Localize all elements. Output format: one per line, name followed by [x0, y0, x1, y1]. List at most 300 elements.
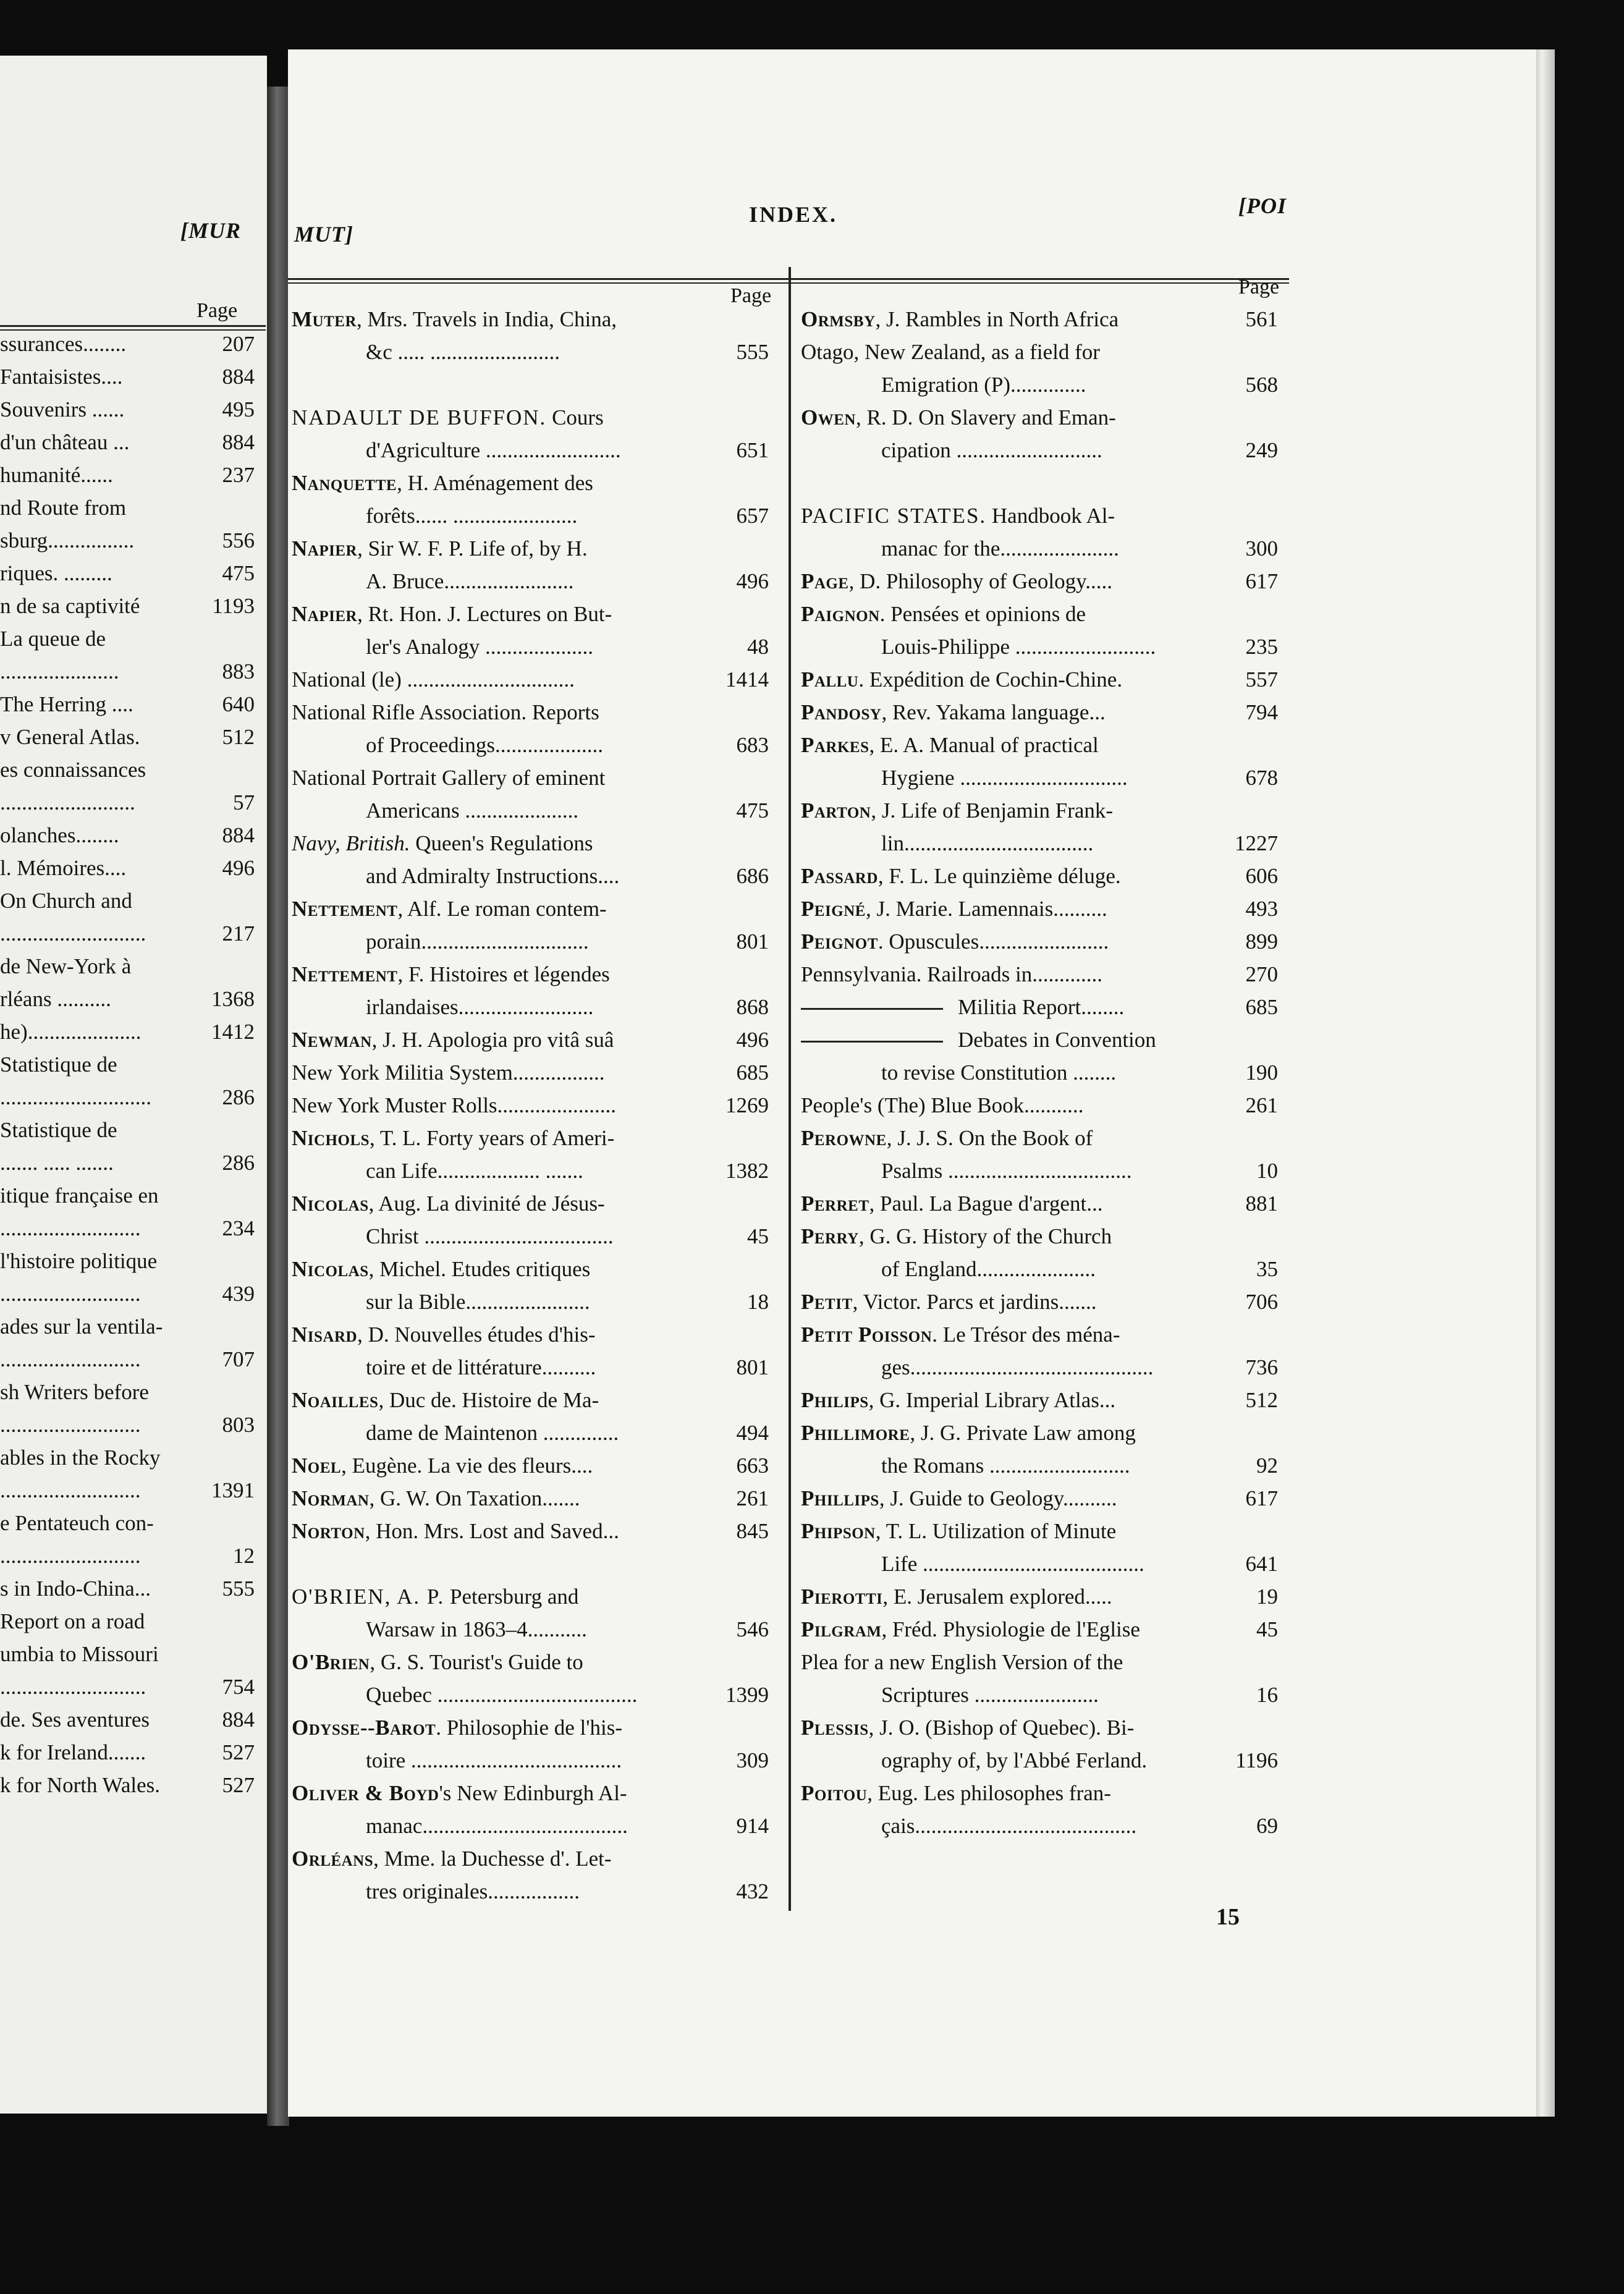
- index-entry: [801, 729, 1295, 761]
- entry-text: [801, 991, 1124, 1023]
- index-entry: [801, 1187, 1295, 1220]
- entry-text: [292, 696, 599, 729]
- index-entry: [292, 663, 780, 696]
- entry-text: l'histoire politique: [0, 1249, 158, 1273]
- entry-page: 801: [736, 929, 769, 954]
- entry-page: 496: [736, 569, 769, 593]
- entry-text: k for Ireland.......: [0, 1740, 146, 1764]
- entry-author: Pallu: [801, 667, 859, 692]
- entry-page: 881: [1245, 1191, 1278, 1216]
- entry-title: , Rev. Yakama language...: [881, 700, 1106, 724]
- entry-page: 1196: [1235, 1748, 1278, 1772]
- index-entry: [0, 1048, 260, 1081]
- entry-text: Statistique de: [0, 1118, 117, 1142]
- entry-text: [881, 827, 1093, 860]
- entry-text: nd Route from: [0, 496, 127, 520]
- entry-text: [366, 336, 560, 368]
- index-entry: [801, 1482, 1295, 1515]
- entry-page: 606: [1245, 864, 1278, 888]
- entry-text: [292, 1089, 616, 1122]
- entry-text: [292, 1482, 580, 1515]
- index-entry: [292, 1482, 780, 1515]
- entry-title: Louis-Philippe ..........................: [881, 635, 1156, 659]
- entry-text: [801, 696, 1106, 729]
- right-catchword: [POI: [1238, 193, 1287, 218]
- entry-text: Report on a road: [0, 1609, 145, 1633]
- index-entry: [292, 1875, 780, 1908]
- entry-page: 494: [736, 1421, 769, 1445]
- index-entry: [292, 794, 780, 827]
- index-entry: [0, 1277, 260, 1310]
- entry-title: Handbook Al-: [986, 504, 1115, 528]
- entry-text: [292, 1318, 596, 1351]
- index-entry: [0, 1736, 260, 1769]
- entry-page: 1391: [211, 1478, 255, 1502]
- entry-author: Norton: [292, 1519, 365, 1543]
- index-entry: [0, 1441, 260, 1474]
- index-entry: [0, 1179, 260, 1212]
- entry-text: [292, 1122, 614, 1154]
- entry-author: Muter: [292, 307, 357, 331]
- page-number: 15: [1216, 1904, 1240, 1930]
- entry-title: , T. L. Forty years of Ameri-: [370, 1126, 615, 1150]
- index-entry: [801, 1122, 1295, 1154]
- entry-title: , H. Aménagement des: [397, 471, 593, 495]
- entry-text: [881, 1678, 1099, 1711]
- index-entry: [801, 630, 1295, 663]
- page-edge: [1536, 49, 1555, 2117]
- entry-text: [292, 467, 593, 499]
- index-entry: [292, 1384, 780, 1416]
- entry-text: [801, 336, 1100, 368]
- entry-text: [881, 368, 1086, 401]
- index-entry: [292, 1318, 780, 1351]
- entry-title: Americans .....................: [366, 798, 579, 823]
- entry-text: ..........................: [0, 1413, 141, 1437]
- entry-page: 309: [736, 1748, 769, 1772]
- entry-page: 432: [736, 1879, 769, 1903]
- entry-title: , Mme. la Duchesse d'. Let-: [373, 1847, 612, 1871]
- entry-text: [801, 663, 1122, 696]
- entry-text: [801, 1482, 1117, 1515]
- entry-text: [801, 1580, 1112, 1613]
- index-entry: [0, 753, 260, 786]
- entry-title: , Rt. Hon. J. Lectures on But-: [357, 602, 612, 626]
- entry-title: , Fréd. Physiologie de l'Eglise: [881, 1617, 1140, 1641]
- index-entry: [0, 1376, 260, 1408]
- entry-title: ography of, by l'Abbé Ferland.: [881, 1748, 1148, 1772]
- index-entry: [292, 532, 780, 565]
- entry-text: ............................: [0, 1085, 151, 1109]
- entry-author: Perret: [801, 1191, 869, 1216]
- entry-author: Parton: [801, 798, 871, 823]
- entry-page: 1368: [211, 987, 255, 1011]
- entry-title: Pennsylvania. Railroads in.............: [801, 962, 1103, 986]
- index-entry: [292, 401, 780, 434]
- index-entry: [801, 1220, 1295, 1253]
- book-spine: [267, 87, 289, 2126]
- middle-page-label: Page: [730, 284, 772, 307]
- entry-title: Otago, New Zealand, as a field for: [801, 340, 1100, 364]
- entry-page: 899: [1245, 929, 1278, 954]
- index-entry: [801, 1056, 1295, 1089]
- index-entry: [292, 499, 780, 532]
- index-entry: [292, 958, 780, 991]
- index-entry: [292, 925, 780, 958]
- entry-title: A. Bruce........................: [366, 569, 574, 593]
- index-entry: [801, 434, 1295, 467]
- entry-text: [292, 892, 607, 925]
- entry-text: [801, 1711, 1134, 1744]
- entry-text: Statistique de: [0, 1052, 117, 1077]
- entry-text: [366, 925, 589, 958]
- entry-page: 69: [1256, 1814, 1278, 1838]
- entry-text: ......................: [0, 659, 119, 684]
- entry-title: , J. H. Apologia pro vitâ suâ: [371, 1028, 614, 1052]
- entry-title: , G. W. On Taxation.......: [369, 1486, 580, 1510]
- entry-text: [366, 1809, 628, 1842]
- entry-text: ables in the Rocky: [0, 1445, 161, 1470]
- index-entry: [292, 1613, 780, 1646]
- index-entry: [0, 1245, 260, 1277]
- entry-title: of Proceedings....................: [366, 733, 603, 757]
- entry-author: Phillips: [801, 1486, 879, 1510]
- index-entry: [292, 1416, 780, 1449]
- entry-page: 527: [222, 1773, 255, 1797]
- index-entry: [0, 1572, 260, 1605]
- entry-text: [366, 565, 573, 598]
- entry-title: Emigration (P)..............: [881, 373, 1086, 397]
- entry-page: 495: [222, 397, 255, 421]
- entry-title: forêts...... .......................: [366, 504, 578, 528]
- entry-page: 1412: [211, 1020, 255, 1044]
- entry-title: . Le Trésor des ména-: [932, 1323, 1120, 1347]
- entry-text: ..........................: [0, 1347, 141, 1371]
- entry-heading: PACIFIC STATES.: [801, 504, 987, 528]
- index-entry: [0, 1310, 260, 1343]
- entry-author: Pierotti: [801, 1585, 883, 1609]
- entry-page: 496: [222, 856, 255, 880]
- index-entry: [292, 1809, 780, 1842]
- entry-title: to revise Constitution ........: [881, 1060, 1117, 1085]
- entry-author: Napier: [292, 602, 358, 626]
- index-entry: [801, 958, 1295, 991]
- entry-title: National Rifle Association. Reports: [292, 700, 599, 724]
- entry-author: Nisard: [292, 1323, 358, 1347]
- index-entry: [0, 590, 260, 622]
- entry-text: [366, 499, 577, 532]
- entry-author: O'Brien: [292, 1650, 370, 1674]
- index-entry: [801, 467, 1295, 499]
- index-entry: [801, 1515, 1295, 1547]
- entry-page: 439: [222, 1282, 255, 1306]
- left-index-column: [0, 328, 260, 1801]
- entry-text: [366, 1220, 614, 1253]
- index-entry: [801, 1384, 1295, 1416]
- entry-title: , D. Philosophy of Geology.....: [848, 569, 1113, 593]
- entry-author: Oliver & Boyd: [292, 1781, 439, 1805]
- entry-text: [801, 1384, 1115, 1416]
- entry-page: 641: [1245, 1552, 1278, 1576]
- index-entry: [292, 1023, 780, 1056]
- entry-title: , F. Histoires et légendes: [397, 962, 610, 986]
- entry-title: Life .........................................: [881, 1552, 1144, 1576]
- entry-title: . Philosophie de l'his-: [436, 1716, 623, 1740]
- entry-text: humanité......: [0, 463, 113, 487]
- entry-text: [366, 1416, 619, 1449]
- entry-page: 685: [1245, 995, 1278, 1019]
- entry-page: 35: [1256, 1257, 1278, 1281]
- entry-author: Peignot: [801, 929, 878, 954]
- entry-text: [801, 1613, 1140, 1646]
- entry-author: Napier: [292, 536, 358, 561]
- entry-text: [881, 1056, 1116, 1089]
- entry-author: Nettement: [292, 962, 398, 986]
- index-entry: [801, 532, 1295, 565]
- entry-title: Psalms ..................................: [881, 1159, 1132, 1183]
- entry-text: [292, 1711, 622, 1744]
- entry-text: [801, 499, 1115, 532]
- entry-text: [881, 1154, 1131, 1187]
- entry-page: 651: [736, 438, 769, 462]
- index-entry: [0, 1539, 260, 1572]
- entry-page: 884: [222, 430, 255, 454]
- entry-page: 868: [736, 995, 769, 1019]
- entry-page: 45: [1256, 1617, 1278, 1641]
- entry-author: Ormsby: [801, 307, 876, 331]
- index-entry: [801, 1154, 1295, 1187]
- entry-author: Poitou: [801, 1781, 868, 1805]
- index-entry: [801, 663, 1295, 696]
- entry-page: 1269: [725, 1093, 769, 1117]
- entry-author: Orléans: [292, 1847, 374, 1871]
- entry-text: Fantaisistes....: [0, 365, 123, 389]
- index-entry: [0, 917, 260, 950]
- entry-title: , J. O. (Bishop of Quebec). Bi-: [868, 1716, 1135, 1740]
- entry-author: Plessis: [801, 1716, 869, 1740]
- entry-title: çais.........................................: [881, 1814, 1137, 1838]
- entry-page: 300: [1245, 536, 1278, 561]
- entry-page: 286: [222, 1085, 255, 1109]
- entry-page: 617: [1245, 1486, 1278, 1510]
- index-entry: [292, 630, 780, 663]
- entry-page: 883: [222, 659, 255, 684]
- index-entry: [0, 688, 260, 721]
- entry-page: 556: [222, 528, 255, 552]
- entry-text: k for North Wales.: [0, 1773, 160, 1797]
- entry-text: s in Indo-China...: [0, 1577, 151, 1601]
- entry-title: , Duc de. Histoire de Ma-: [378, 1388, 599, 1412]
- entry-title: New York Militia System.................: [292, 1060, 605, 1085]
- entry-page: 1227: [1235, 831, 1278, 855]
- entry-page: 561: [1245, 307, 1278, 331]
- entry-title: , E. A. Manual of practical: [869, 733, 1099, 757]
- entry-text: [881, 1351, 1153, 1384]
- index-entry: [292, 336, 780, 368]
- entry-page: 1382: [725, 1159, 769, 1183]
- index-entry: [801, 1711, 1295, 1744]
- entry-author: Petit: [801, 1290, 853, 1314]
- entry-page: 685: [736, 1060, 769, 1085]
- index-entry: [801, 761, 1295, 794]
- index-entry: [292, 696, 780, 729]
- column-divider: [789, 267, 791, 1911]
- entry-text: .........................: [0, 790, 135, 815]
- index-entry: [292, 1646, 780, 1678]
- entry-title: Hygiene ...............................: [881, 766, 1128, 790]
- index-entry: [0, 360, 260, 393]
- entry-heading: O'BRIEN, A. P.: [292, 1585, 445, 1609]
- entry-text: [292, 1253, 590, 1285]
- entry-author: Philips: [801, 1388, 869, 1412]
- entry-text: [292, 827, 593, 860]
- index-entry: [0, 1212, 260, 1245]
- entry-text: umbia to Missouri: [0, 1642, 159, 1666]
- entry-text: sburg................: [0, 528, 135, 552]
- index-entry: [292, 827, 780, 860]
- entry-title: toire .......................................: [366, 1748, 622, 1772]
- entry-author: Phipson: [801, 1519, 876, 1543]
- entry-text: [801, 1646, 1123, 1678]
- entry-title: People's (The) Blue Book...........: [801, 1093, 1084, 1117]
- entry-text: [292, 761, 605, 794]
- left-catchword: MUT]: [294, 222, 353, 247]
- entry-title: Debates in Convention: [958, 1028, 1156, 1052]
- index-entry: [801, 401, 1295, 434]
- index-entry: [801, 303, 1295, 336]
- entry-page: 546: [736, 1617, 769, 1641]
- entry-page: 249: [1245, 438, 1278, 462]
- entry-title: , Aug. La divinité de Jésus-: [368, 1191, 605, 1216]
- entry-page: 286: [222, 1151, 255, 1175]
- entry-text: [801, 1023, 1156, 1056]
- entry-page: 234: [222, 1216, 255, 1240]
- index-entry: [0, 852, 260, 884]
- index-entry: [0, 1670, 260, 1703]
- entry-title: , G. G. History of the Church: [858, 1224, 1112, 1248]
- index-entry: [292, 1089, 780, 1122]
- entry-title: , G. S. Tourist's Guide to: [370, 1650, 583, 1674]
- entry-page: 555: [222, 1577, 255, 1601]
- index-entry: [292, 565, 780, 598]
- index-entry: [0, 950, 260, 983]
- entry-text: [801, 1187, 1102, 1220]
- index-entry: [292, 991, 780, 1023]
- entry-text: The Herring ....: [0, 692, 133, 716]
- left-page-label: Page: [197, 299, 238, 322]
- entry-text: [292, 598, 612, 630]
- entry-text: ...........................: [0, 921, 146, 946]
- entry-text: ..........................: [0, 1478, 141, 1502]
- entry-text: [292, 1187, 605, 1220]
- entry-text: [881, 761, 1128, 794]
- entry-text: ...........................: [0, 1675, 146, 1699]
- entry-text: [801, 1285, 1096, 1318]
- entry-page: 678: [1245, 766, 1278, 790]
- entry-title: New York Muster Rolls......................: [292, 1093, 617, 1117]
- entry-title: can Life................... .......: [366, 1159, 583, 1183]
- entry-author: Newman: [292, 1028, 372, 1052]
- index-entry: [292, 729, 780, 761]
- index-entry: [292, 1285, 780, 1318]
- entry-page: 706: [1245, 1290, 1278, 1314]
- right-index-column: [801, 303, 1295, 1842]
- ditto-dash: [801, 1041, 943, 1043]
- entry-title: , J. J. S. On the Book of: [886, 1126, 1093, 1150]
- entry-text: [881, 1253, 1096, 1285]
- page-title: INDEX.: [749, 202, 838, 227]
- index-entry: [0, 426, 260, 459]
- entry-title: , G. Imperial Library Atlas...: [868, 1388, 1116, 1412]
- entry-text: [881, 434, 1102, 467]
- index-entry: [292, 1515, 780, 1547]
- index-entry: [801, 1416, 1295, 1449]
- entry-text: [292, 303, 617, 336]
- index-entry: [292, 1351, 780, 1384]
- entry-text: [881, 1744, 1147, 1777]
- index-entry: [0, 1015, 260, 1048]
- entry-title: , Sir W. F. P. Life of, by H.: [357, 536, 588, 561]
- entry-title: . Opuscules........................: [878, 929, 1109, 954]
- entry-text: [801, 1122, 1093, 1154]
- index-entry: [801, 336, 1295, 368]
- entry-page: 237: [222, 463, 255, 487]
- entry-text: [801, 1515, 1116, 1547]
- index-entry: [0, 393, 260, 426]
- entry-title: , D. Nouvelles études d'his-: [357, 1323, 596, 1347]
- entry-text: [366, 1154, 583, 1187]
- index-entry: [801, 1285, 1295, 1318]
- entry-text: olanches........: [0, 823, 119, 847]
- entry-title: , J. Life of Benjamin Frank-: [871, 798, 1114, 823]
- entry-text: [292, 1449, 593, 1482]
- entry-text: [292, 1384, 599, 1416]
- entry-page: 493: [1245, 897, 1278, 921]
- index-entry: [0, 1507, 260, 1539]
- entry-title: Petersburg and: [444, 1585, 579, 1609]
- entry-title: &c ..... ........................: [366, 340, 560, 364]
- entry-title: , J. Rambles in North Africa: [875, 307, 1119, 331]
- entry-text: e Pentateuch con-: [0, 1511, 154, 1535]
- entry-author: Parkes: [801, 733, 869, 757]
- entry-text: [881, 1547, 1144, 1580]
- entry-text: [292, 1777, 627, 1809]
- index-entry: [0, 1343, 260, 1376]
- index-entry: [292, 1580, 780, 1613]
- entry-page: 707: [222, 1347, 255, 1371]
- entry-page: 45: [747, 1224, 769, 1248]
- entry-text: [366, 1351, 596, 1384]
- entry-text: v General Atlas.: [0, 725, 140, 749]
- entry-author: Pandosy: [801, 700, 882, 724]
- entry-page: 884: [222, 365, 255, 389]
- entry-page: 10: [1256, 1159, 1278, 1183]
- entry-author: Perry: [801, 1224, 859, 1248]
- entry-text: [801, 1416, 1136, 1449]
- entry-page: 207: [222, 332, 255, 356]
- entry-title: Queen's Regulations: [410, 831, 593, 855]
- index-entry: [801, 794, 1295, 827]
- index-entry: [292, 761, 780, 794]
- entry-text: de. Ses aventures: [0, 1708, 150, 1732]
- index-entry: [0, 491, 260, 524]
- entry-page: 217: [222, 921, 255, 946]
- right-page-label: Page: [1238, 276, 1280, 298]
- entry-page: 261: [736, 1486, 769, 1510]
- entry-title: Militia Report........: [958, 995, 1125, 1019]
- index-entry: [801, 1613, 1295, 1646]
- entry-text: [366, 860, 619, 892]
